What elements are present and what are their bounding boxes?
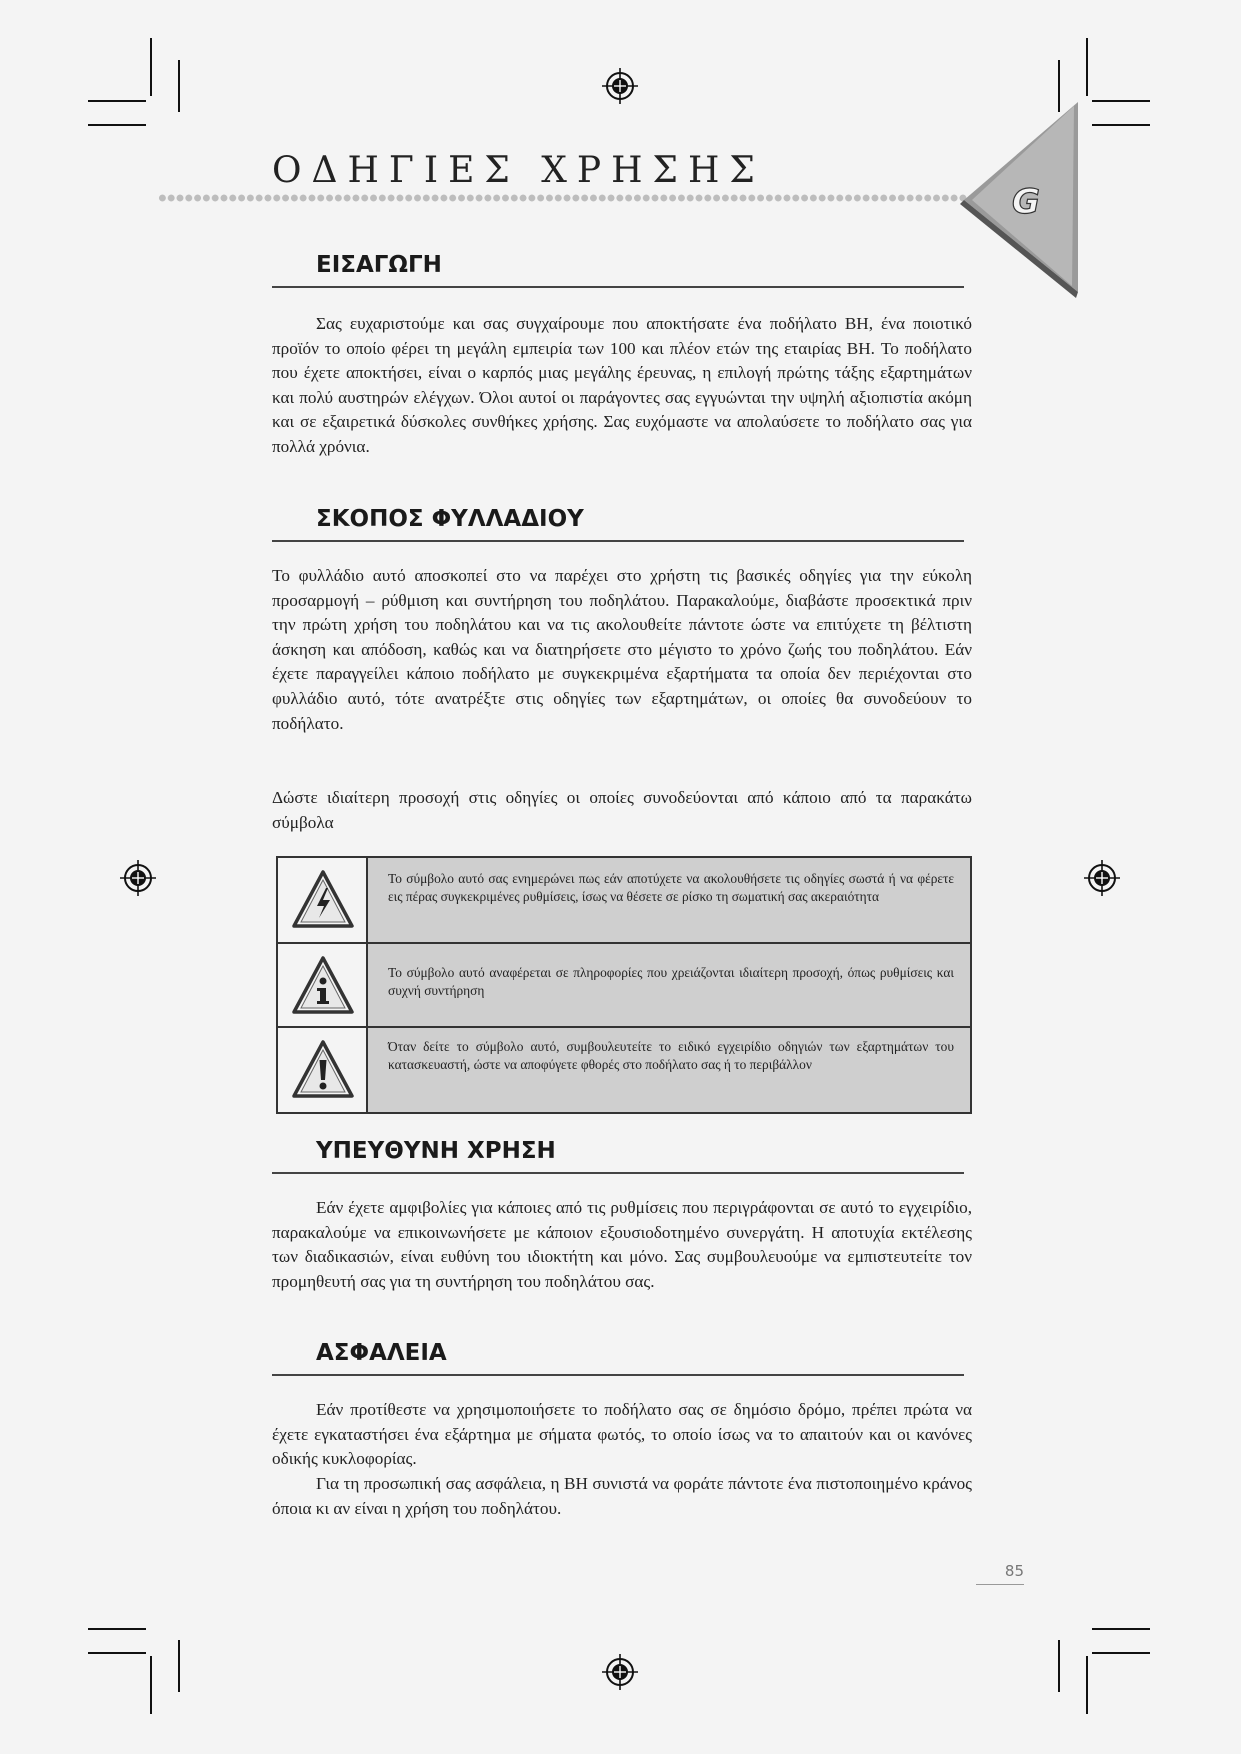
symbol-row [278,858,970,942]
symbol-row [278,1026,970,1112]
symbol-icon-cell [278,858,368,942]
section-heading-purpose: ΣΚΟΠΟΣ ΦΥΛΛΑΔΙΟΥ [316,506,584,532]
symbol-description: Το σύμβολο αυτό σας ενημερώνει πως εάν αποτύχετε να ακολουθήσετε τις οδηγίες σωστά ή να φέρετε εις πέρας συγκεκριμένες ρυθμίσεις, ίσως να θέσετε σε ρίσκο τη σωματική σας ακεραιότητα [388,871,954,905]
paragraph-safety-helmet: Για τη προσωπική σας ασφάλεια, η BH συνιστά να φοράτε πάντοτε ένα πιστοποιημένο κράνος όποια κι αν είναι η χρήση του ποδηλάτου. [272,1474,972,1518]
tab-letter: G [1012,182,1040,222]
section-heading-responsible-use: ΥΠΕΥΘΥΝΗ ΧΡΗΣΗ [316,1138,556,1164]
paragraph-responsible-use: Εάν έχετε αμφιβολίες για κάποιες από τις ρυθμίσεις που περιγράφονται σε αυτό το εγχειρίδιο, παρακαλούμε να επικοινωνήσετε με κάποιον εξουσιοδοτημένο συνεργάτη. Η αποτυχία εκτέλεσης των διαδικασιών, είναι ευθύνη του ιδιοκτήτη και μόνο. Σας συμβουλευούμε να εμπιστευτείτε τον προμηθευτή σας για τη συντήρηση του ποδηλάτου σας. [272,1198,972,1291]
section-heading-introduction: ΕΙΣΑΓΩΓΗ [316,252,442,278]
paragraph-introduction: Σας ευχαριστούμε και σας συγχαίρουμε που αποκτήσατε ένα ποδήλατο BH, ένα ποιοτικό προϊόν το οποίο φέρει τη μεγάλη εμπειρία των 100 και πλέον ετών της εταιρίας BH. Το ποδήλατο που έχετε αποκτήσει, είναι ο καρπός μιας μεγάλης έρευνας, η επιλογή πρώτης τάξης εξαρτημάτων και πολύ αυστηρών ελέγχων. Όλοι αυτοί οι παράγοντες σας εγγυώνται την υψηλή αξιοπιστία ακόμη και σε εξαιρετικά δύσκολες συνθήκες χρήσης. Σας ευχόμαστε να απολαύσετε το ποδήλατο σας για πολλά χρόνια. [272,314,972,456]
paragraph-symbols-intro: Δώστε ιδιαίτερη προσοχή στις οδηγίες οι οποίες συνοδεύονται από κάποιο από τα παρακάτω σύμβολα [272,788,972,832]
section-rule [272,540,964,542]
symbol-icon-cell [278,944,368,1028]
symbol-row [278,942,970,1028]
paragraph-purpose: Το φυλλάδιο αυτό αποσκοπεί στο να παρέχει στο χρήστη τις βασικές οδηγίες για την εύκολη προσαρμογή – ρύθμιση και συντήρηση του ποδηλάτου. Παρακαλούμε, διαβάστε προσεκτικά πριν την πρώτη χρήση του ποδηλάτου και να τις ακολουθείτε πάντοτε ώστε να επιτύχετε τη βέλτιστη άσκηση και απόδοση, καθώς και να διατηρήσετε στο μέγιστο το χρόνο ζωής του ποδηλάτου. Εάν έχετε παραγγείλει κάποιο ποδήλατο με συγκεκριμένα εξαρτήματα τα οποία δεν περιέχονται στο φυλλάδιο αυτό, τότε ανατρέξτε στις οδηγίες των εξαρτημάτων, οι οποίες θα συνοδεύουν το ποδήλατο. [272,566,972,733]
page-number: 85 [1004,1562,1024,1580]
section-rule [272,286,964,288]
symbol-icon-cell [278,1028,368,1112]
exclamation-warning-icon [290,1038,356,1102]
registration-mark-icon [600,66,640,106]
dotted-divider [158,192,970,204]
corner-tab [960,100,1080,300]
page-number-rule [976,1584,1024,1585]
information-icon [290,954,356,1018]
section-heading-safety: ΑΣΦΑΛΕΙΑ [316,1340,447,1366]
symbol-description: Το σύμβολο αυτό αναφέρεται σε πληροφορίες που χρειάζονται ιδιαίτερη προσοχή, όπως ρυθμίσεις και συχνή συντήρηση [388,965,954,999]
paragraph-safety-road: Εάν προτίθεστε να χρησιμοποιήσετε το ποδήλατο σας σε δημόσιο δρόμο, πρέπει πρώτα να έχετε εγκαταστήσει ένα εξάρτημα με σήματα φωτός, το οποίο ίσως να το απαιτούν και οι κανόνες οδικής κυκλοφορίας. [272,1400,972,1469]
symbols-table [276,856,972,1114]
registration-mark-icon [600,1652,640,1692]
electric-hazard-icon [290,868,356,932]
page-title: ΟΔΗΓΙΕΣ ΧΡΗΣΗΣ [272,150,765,191]
section-rule [272,1374,964,1376]
registration-mark-icon [118,858,158,898]
registration-mark-icon [1082,858,1122,898]
symbol-description: Όταν δείτε το σύμβολο αυτό, συμβουλευτείτε το ειδικό εγχειρίδιο οδηγιών των εξαρτημάτων του κατασκευαστή, ώστε να αποφύγετε φθορές στο ποδήλατο σας ή το περιβάλλον [388,1039,954,1073]
section-rule [272,1172,964,1174]
